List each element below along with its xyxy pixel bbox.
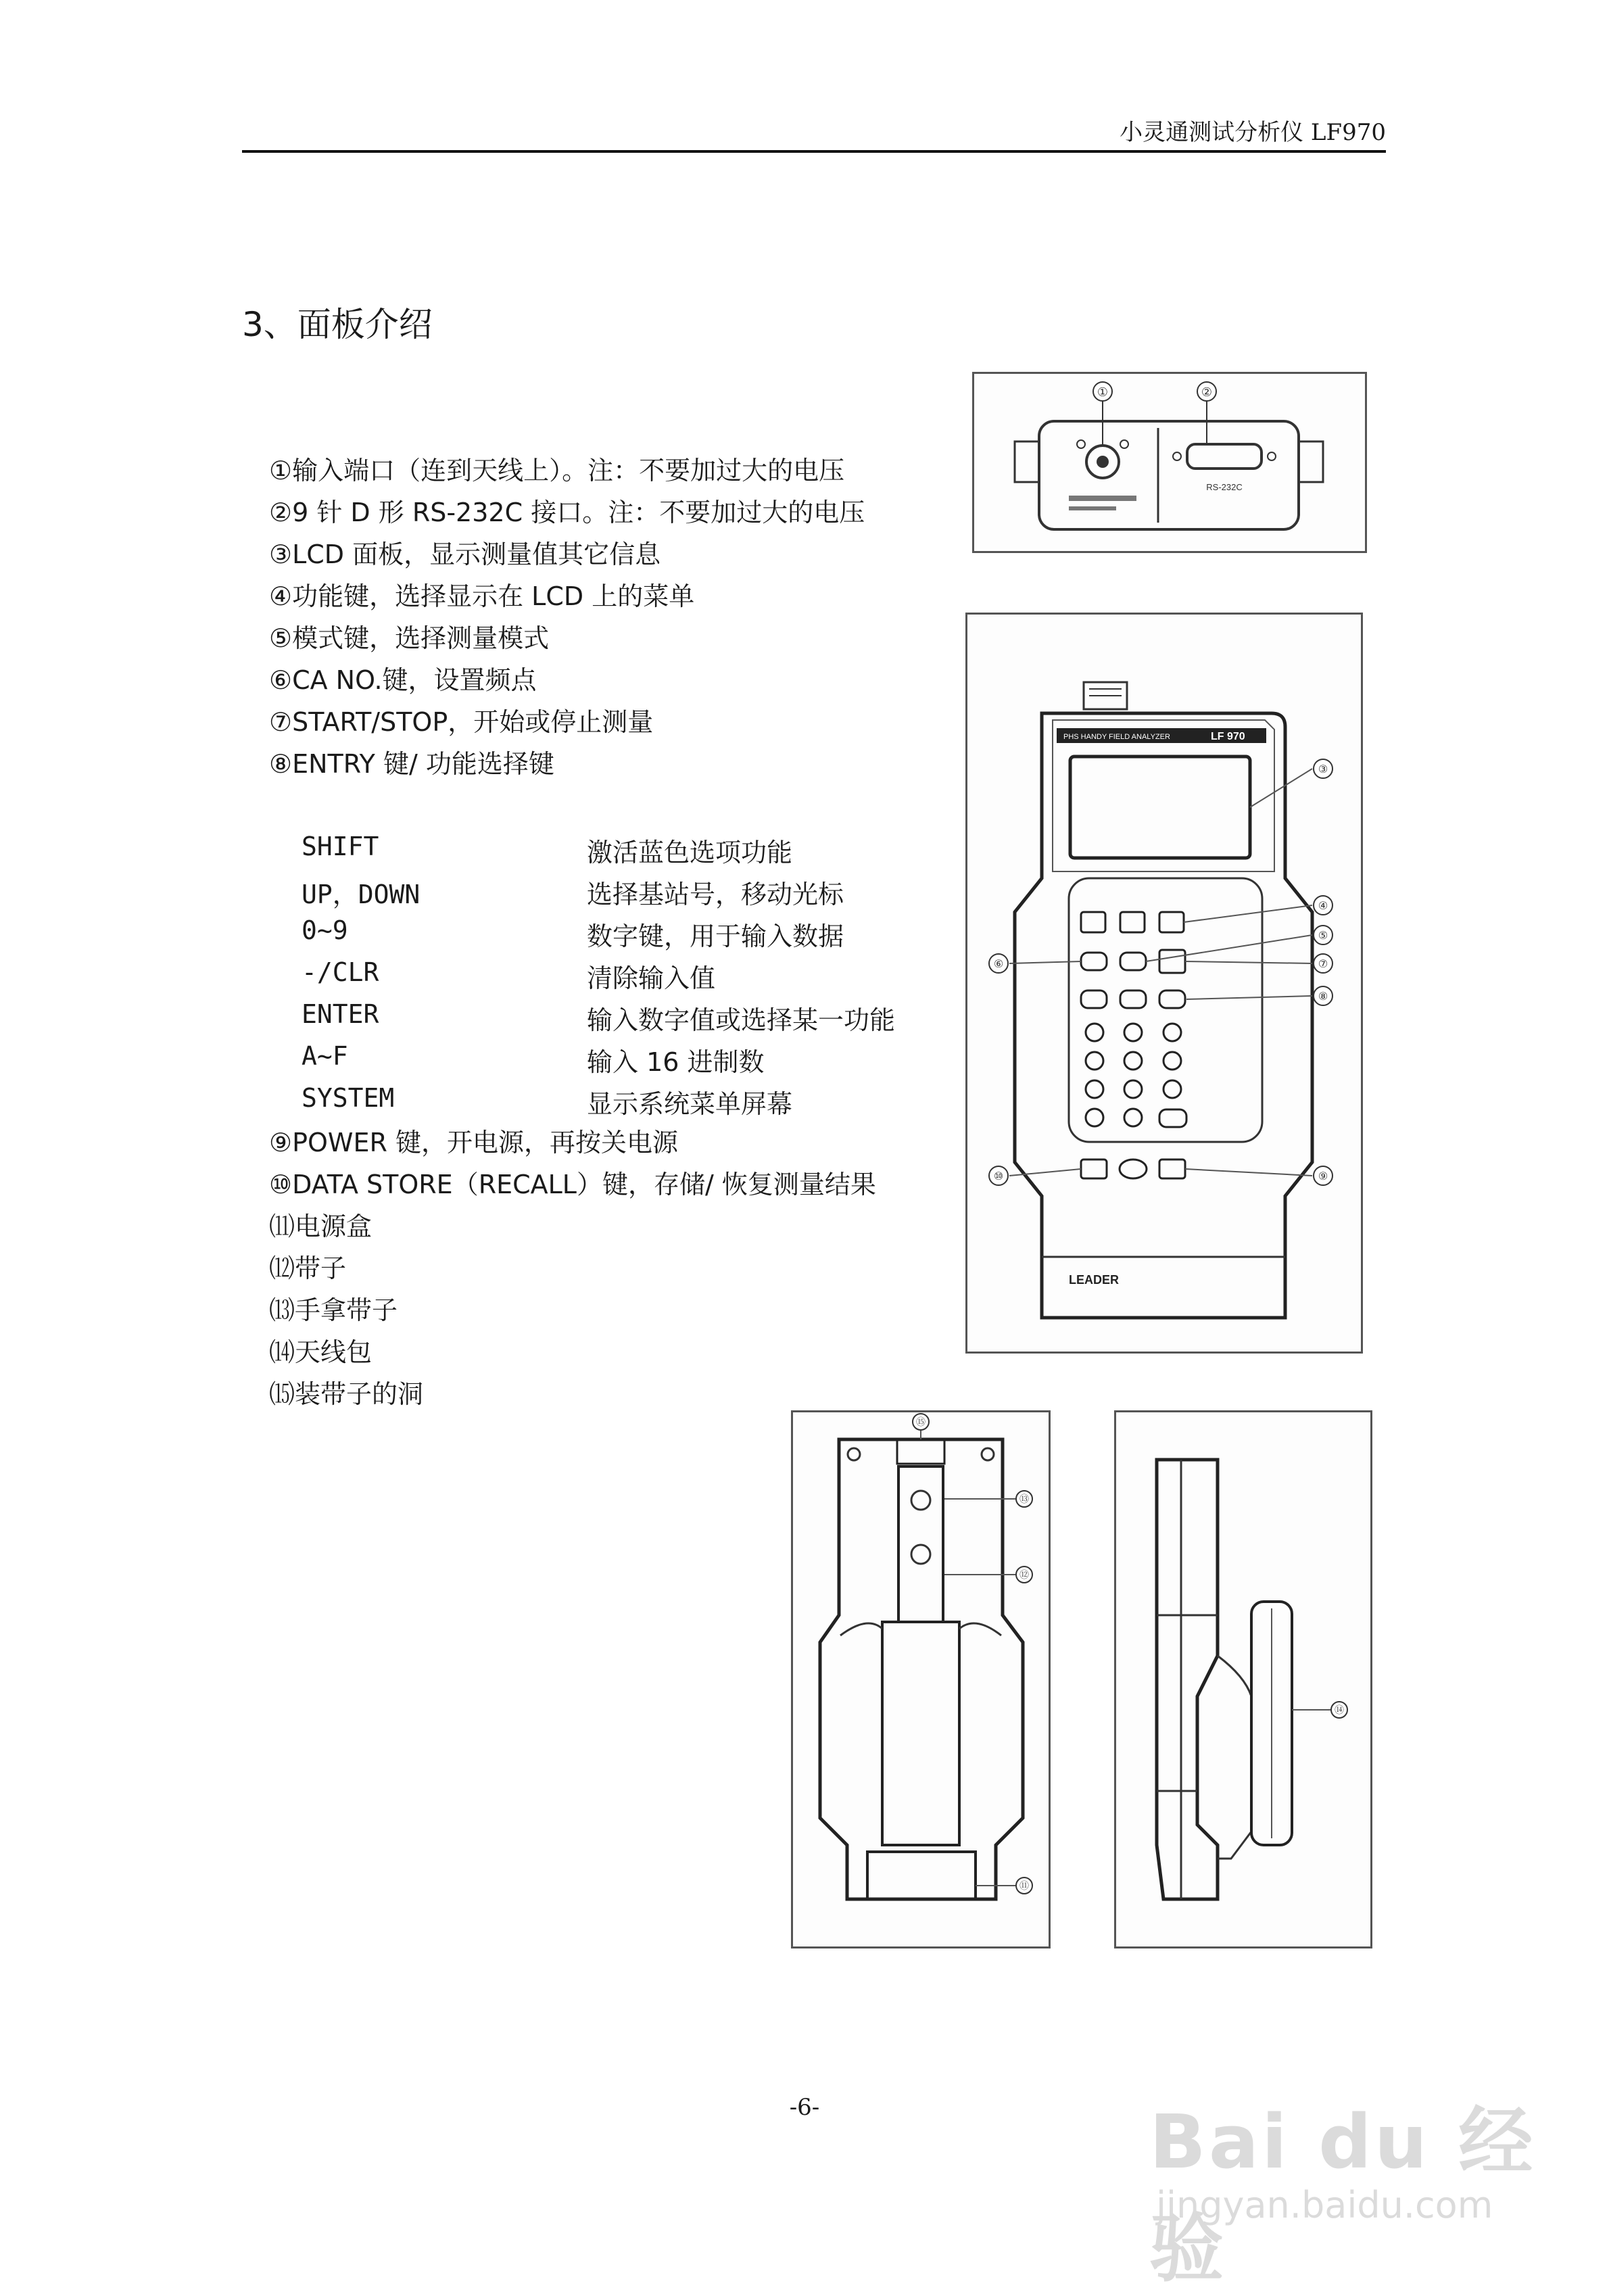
numeric-key[interactable]	[1086, 1052, 1103, 1070]
key-row	[302, 957, 978, 992]
key-name: UP，DOWN	[302, 880, 421, 909]
key-name: A~F	[302, 1041, 348, 1071]
watermark-brand: Bai du 经验	[1149, 2099, 1536, 2292]
desc-item-14: ⒁天线包	[269, 1337, 373, 1367]
desc-item-2: ②9 针 D 形 RS-232C 接口。注：不要加过大的电压	[269, 498, 865, 527]
callout: ⑭	[1335, 1705, 1344, 1716]
key-desc: 激活蓝色选项功能	[587, 838, 793, 867]
numeric-key[interactable]	[1163, 1052, 1181, 1070]
callout: ⑬	[1019, 1494, 1029, 1505]
start-stop-key[interactable]	[1159, 950, 1185, 973]
page-header	[242, 114, 1386, 150]
enter-key[interactable]	[1159, 1109, 1186, 1127]
desc-item-5: ⑤模式键，选择测量模式	[269, 623, 550, 653]
shift-key[interactable]	[1081, 990, 1107, 1008]
desc-item-1: ①输入端口（连到天线上）。注：不要加过大的电压	[269, 456, 845, 485]
header-rule	[242, 150, 1386, 153]
callout: ⑥	[993, 957, 1004, 970]
numeric-key[interactable]	[1124, 1109, 1142, 1126]
ca-no-key[interactable]	[1081, 953, 1107, 970]
front-view-drawing	[967, 615, 1361, 1352]
desc-item-15: ⒂装带子的洞	[269, 1379, 424, 1409]
watermark-url: jingyan.baidu.com	[1156, 2184, 1493, 2226]
numeric-key[interactable]	[1086, 1080, 1103, 1098]
desc-item-8: ⑧ENTRY 键/ 功能选择键	[269, 749, 554, 779]
figure-back-view	[791, 1410, 1051, 1948]
figure-front-view	[965, 613, 1363, 1354]
function-key-1[interactable]	[1081, 912, 1105, 932]
callout: ③	[1318, 763, 1328, 775]
callout: ⑨	[1318, 1170, 1328, 1182]
header-title: 小灵通测试分析仪 LF970	[1120, 119, 1386, 146]
model-text: LF 970	[1211, 731, 1245, 742]
figure-top-panel	[972, 372, 1367, 553]
data-store-key[interactable]	[1081, 1159, 1107, 1178]
leader-logo: LEADER	[1069, 1273, 1120, 1287]
rs232-port-icon	[1187, 444, 1262, 469]
callout: ⑫	[1019, 1570, 1029, 1581]
baidu-watermark	[1149, 2082, 1568, 2292]
key-desc: 选择基站号，移动光标	[587, 880, 844, 909]
numeric-key[interactable]	[1124, 1052, 1142, 1070]
top-panel-drawing	[974, 374, 1365, 551]
page-number: -6-	[789, 2094, 820, 2121]
key-name: 0~9	[302, 915, 348, 945]
desc-item-10: ⑩DATA STORE（RECALL）键，存储/ 恢复测量结果	[269, 1170, 876, 1199]
brand-bar-text: PHS HANDY FIELD ANALYZER	[1063, 733, 1170, 741]
side-view-drawing	[1116, 1412, 1370, 1946]
numeric-key[interactable]	[1163, 1080, 1181, 1098]
section-title: 3、面板介绍	[242, 305, 433, 344]
power-box	[867, 1852, 976, 1899]
numeric-key[interactable]	[1124, 1080, 1142, 1098]
port-label: RS-232C	[1206, 482, 1243, 492]
key-row	[302, 999, 978, 1034]
desc-item-13: ⒀手拿带子	[269, 1295, 398, 1325]
numeric-key[interactable]	[1163, 1024, 1181, 1041]
key-name: SHIFT	[302, 832, 379, 861]
key-name: ENTER	[302, 999, 379, 1029]
desc-item-4: ④功能键，选择显示在 LCD 上的菜单	[269, 581, 695, 611]
callout: ④	[1318, 899, 1328, 912]
numeric-key[interactable]	[1124, 1024, 1142, 1041]
back-view-drawing	[793, 1412, 1049, 1946]
callout: ②	[1201, 385, 1213, 400]
mode-key[interactable]	[1120, 953, 1146, 970]
desc-item-6: ⑥CA NO.键，设置频点	[269, 665, 537, 695]
key-row	[302, 874, 978, 909]
numeric-key[interactable]	[1086, 1109, 1103, 1126]
desc-item-3: ③LCD 面板，显示测量值其它信息	[269, 540, 661, 569]
key-desc: 输入数字值或选择某一功能	[587, 1005, 896, 1035]
hand-strap	[882, 1622, 959, 1845]
function-key-2[interactable]	[1120, 912, 1145, 932]
power-key[interactable]	[1159, 1159, 1185, 1178]
lcd-panel	[1070, 757, 1250, 858]
key-desc: 显示系统菜单屏幕	[587, 1089, 793, 1119]
callout: ⑪	[1019, 1881, 1029, 1892]
up-key[interactable]	[1120, 990, 1146, 1008]
callout: ⑧	[1318, 990, 1328, 1003]
strap-hole	[897, 1439, 944, 1464]
key-row	[302, 832, 978, 867]
numeric-key[interactable]	[1086, 1024, 1103, 1041]
key-row	[302, 1041, 978, 1076]
callout: ⑮	[916, 1417, 926, 1428]
desc-item-12: ⑿带子	[269, 1253, 347, 1283]
callout: ⑩	[993, 1170, 1004, 1182]
key-desc: 数字键，用于输入数据	[587, 922, 844, 951]
down-key[interactable]	[1159, 990, 1185, 1008]
key-row	[302, 915, 978, 951]
desc-item-11: ⑾电源盒	[269, 1212, 373, 1241]
key-name: SYSTEM	[302, 1083, 395, 1113]
key-row	[302, 1083, 978, 1118]
key-name: -/CLR	[302, 957, 379, 987]
desc-item-7: ⑦START/STOP，开始或停止测量	[269, 707, 654, 737]
callout: ⑦	[1318, 957, 1328, 970]
led-indicator	[1120, 1159, 1147, 1178]
figure-side-view	[1114, 1410, 1372, 1948]
callout: ①	[1097, 385, 1109, 400]
key-desc: 清除输入值	[587, 963, 716, 993]
function-key-3[interactable]	[1159, 912, 1184, 932]
desc-item-9: ⑨POWER 键，开电源，再按关电源	[269, 1128, 678, 1157]
callout: ⑤	[1318, 929, 1328, 942]
key-desc: 输入 16 进制数	[587, 1047, 765, 1077]
